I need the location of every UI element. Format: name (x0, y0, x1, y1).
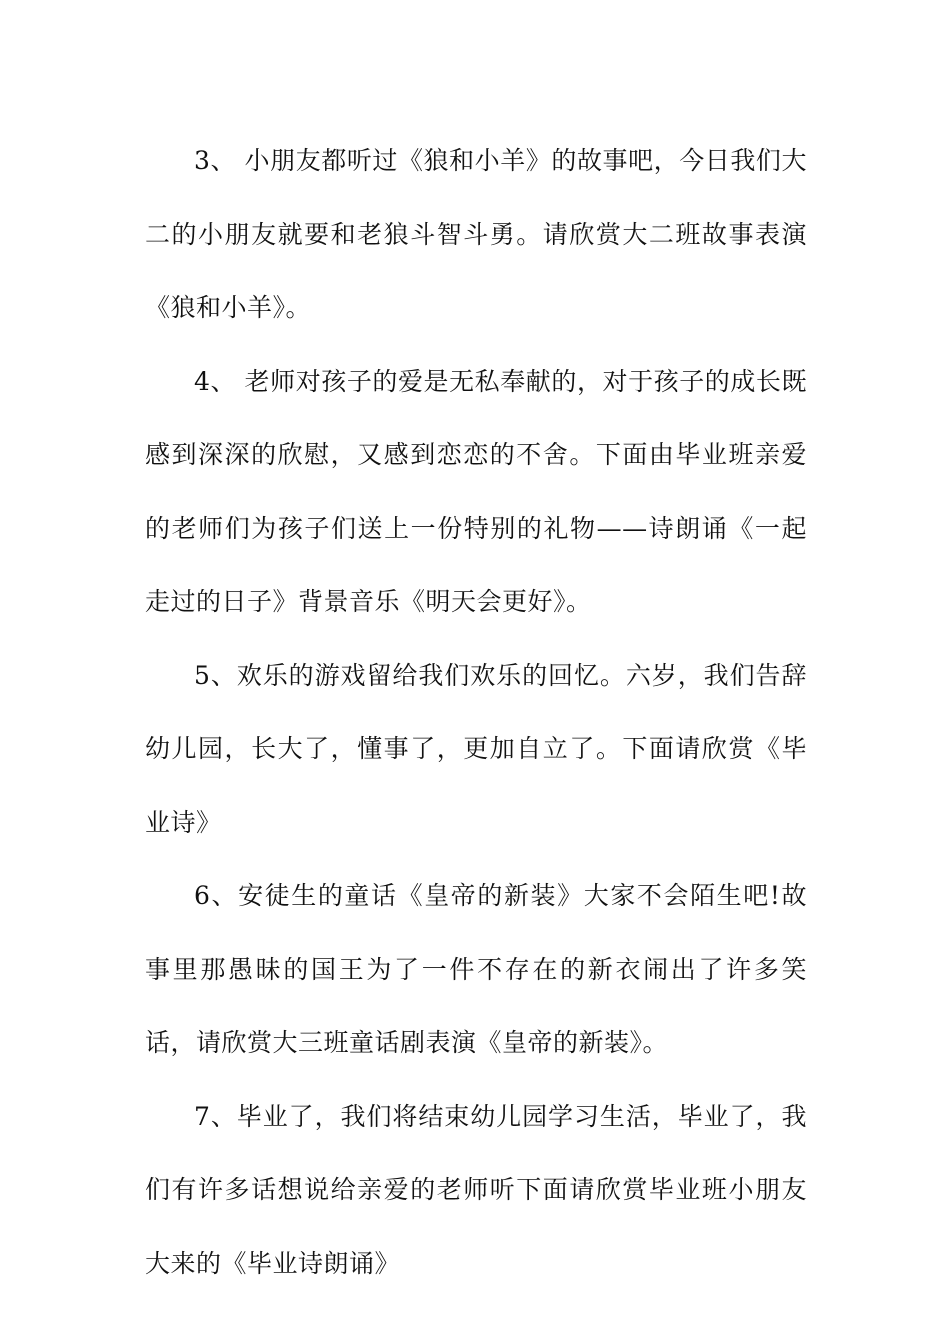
document-body (145, 124, 807, 1300)
paragraph-item-7: 7、毕业了，我们将结束幼儿园学习生活，毕业了，我们有许多话想说给亲爱的老师听下面请欣赏毕业班小朋友大来的《毕业诗朗诵》 (145, 1101, 807, 1278)
paragraph-item-6: 6、安徒生的童话《皇帝的新装》大家不会陌生吧!故事里那愚昧的国王为了一件不存在的新衣闹出了许多笑话，请欣赏大三班童话剧表演《皇帝的新装》。 (145, 881, 807, 1057)
paragraph-item-3: 3、 小朋友都听过《狼和小羊》的故事吧，今日我们大二的小朋友就要和老狼斗智斗勇。请欣赏大二班故事表演《狼和小羊》。 (145, 146, 807, 322)
paragraph-item-4: 4、 老师对孩子的爱是无私奉献的，对于孩子的成长既感到深深的欣慰，又感到恋恋的不舍。下面由毕业班亲爱的老师们为孩子们送上一份特别的礼物——诗朗诵《一起走过的日子》背景音乐《明天会更好》。 (145, 366, 807, 616)
paragraph-item-5: 5、欢乐的游戏留给我们欢乐的回忆。六岁，我们告辞幼儿园，长大了，懂事了，更加自立了。下面请欣赏《毕业诗》 (145, 660, 807, 837)
